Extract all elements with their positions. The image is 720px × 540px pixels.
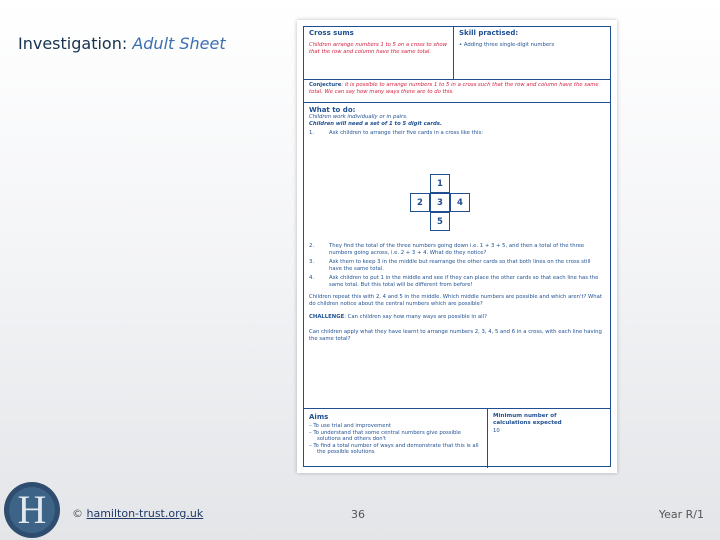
apply-text: Can children apply what they have learnt to arrange numbers 2, 3, 4, 5 and 6 in a cross, with each line having the same total?: [309, 329, 602, 342]
hamilton-logo: [4, 482, 60, 538]
intro-line-2: Children will need a set of 1 to 5 digit cards.: [309, 121, 442, 127]
conjecture-text: Conjecture: it is possible to arrange numbers 1 to 5 in a cross such that the row and column have the same total. We can say how many ways there are to do this.: [309, 82, 599, 95]
skill-heading: Skill practised:: [459, 29, 519, 37]
min-calculations-cell: [487, 409, 612, 468]
hamilton-trust-link[interactable]: hamilton-trust.org.uk: [86, 507, 204, 520]
aim-item: – To understand that some central numbers give possible solutions and others don't: [309, 429, 462, 443]
what-to-do-cell: [304, 103, 612, 408]
year-label: Year R/1: [658, 508, 704, 521]
min-calculations-value: 10: [493, 428, 500, 434]
header-row: [304, 27, 610, 80]
number-cross: [410, 174, 472, 231]
aims-heading: Aims: [309, 413, 329, 421]
challenge-text: CHALLENGE: Can children say how many ways are possible in all?: [309, 314, 487, 320]
cross-right-card: 4: [450, 193, 470, 212]
heading-description: Children arrange numbers 1 to 5 on a cross to show that the row and column have the same total.: [309, 42, 448, 55]
slide-title-prefix: Investigation:: [18, 34, 128, 53]
cross-bottom-card: 5: [430, 212, 450, 231]
copyright-notice: [72, 507, 203, 520]
min-calculations-heading: Minimum number of calculations expected: [493, 413, 562, 426]
worksheet-frame: [303, 26, 611, 467]
slide-title: [18, 34, 226, 53]
cross-center-card: 3: [430, 193, 450, 212]
logo-inner-circle: [9, 487, 55, 533]
slide-title-suffix: Adult Sheet: [127, 34, 226, 53]
steps-list: [309, 241, 605, 343]
step-1: 1. Ask children to arrange their five cards in a cross like this:: [309, 130, 484, 136]
intro-line-1: Children work individually or in pairs.: [309, 114, 408, 120]
worksheet-image: [297, 20, 617, 473]
repeat-text: Children repeat this with 2, 4 and 5 in the middle. Which middle numbers are possible and which aren't? What do children notice about the central numbers which are possible?: [309, 294, 602, 307]
copyright-symbol: ©: [72, 507, 83, 520]
step-3: 3. Ask them to keep 3 in the middle but rearrange the other cards so that both lines on the cross still have the same total.: [309, 259, 591, 272]
step-2: 2. They find the total of the three numbers going down i.e. 1 + 3 + 5, and then a total of the three numbers going across, i.e. 2 + 3 + 4. What do they notice?: [309, 243, 585, 256]
aims-list: [309, 423, 482, 456]
heading-cell: [304, 27, 453, 79]
cross-top-card: 1: [430, 174, 450, 193]
page-number: 36: [351, 508, 365, 521]
aims-row: [304, 409, 610, 468]
sheet-heading: Cross sums: [309, 29, 354, 37]
aim-item: – To find a total number of ways and demonstrate that this is all the possible solutions: [309, 442, 479, 456]
conjecture-cell: [304, 80, 612, 102]
step-4: 4. Ask children to put 1 in the middle and see if they can place the other cards so that each line has the same total. But this total will be different from before!: [309, 275, 599, 288]
aim-item: – To use trial and improvement: [309, 423, 391, 429]
aims-cell: [304, 409, 487, 468]
skill-cell: [453, 27, 612, 79]
conjecture-row: [304, 80, 610, 103]
what-to-do-section: [304, 103, 610, 409]
cross-left-card: 2: [410, 193, 430, 212]
skill-item: • Adding three single-digit numbers: [459, 42, 555, 48]
logo-letter: H: [17, 487, 47, 532]
what-to-do-heading: What to do:: [309, 106, 356, 114]
